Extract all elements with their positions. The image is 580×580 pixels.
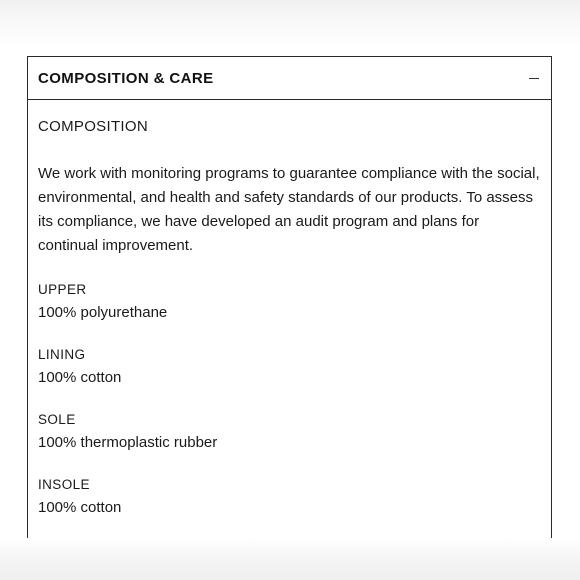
minus-icon[interactable] bbox=[529, 73, 539, 83]
material-value: 100% cotton bbox=[38, 499, 122, 516]
accordion-header[interactable] bbox=[28, 57, 551, 100]
composition-description: We work with monitoring programs to guarantee compliance with the social, environmental, and health and safety standards of our products. To assess its compliance, we have developed an audit program and plans for continual improvement. bbox=[38, 165, 540, 254]
material-sole bbox=[38, 410, 541, 454]
material-value: 100% thermoplastic rubber bbox=[38, 434, 218, 451]
composition-heading: COMPOSITION bbox=[38, 118, 148, 135]
material-lining bbox=[38, 345, 541, 389]
material-label: INSOLE bbox=[38, 477, 90, 492]
material-value: 100% cotton bbox=[38, 369, 122, 386]
material-insole bbox=[38, 475, 541, 519]
composition-care-accordion bbox=[27, 56, 552, 538]
accordion-title: COMPOSITION & CARE bbox=[38, 69, 214, 87]
material-label: SOLE bbox=[38, 412, 76, 427]
accordion-body bbox=[28, 100, 551, 519]
material-upper bbox=[38, 280, 541, 324]
bottom-blurred-region bbox=[0, 538, 580, 580]
material-label: LINING bbox=[38, 347, 86, 362]
top-blurred-region bbox=[0, 0, 580, 46]
material-label: UPPER bbox=[38, 282, 87, 297]
material-value: 100% polyurethane bbox=[38, 304, 168, 321]
